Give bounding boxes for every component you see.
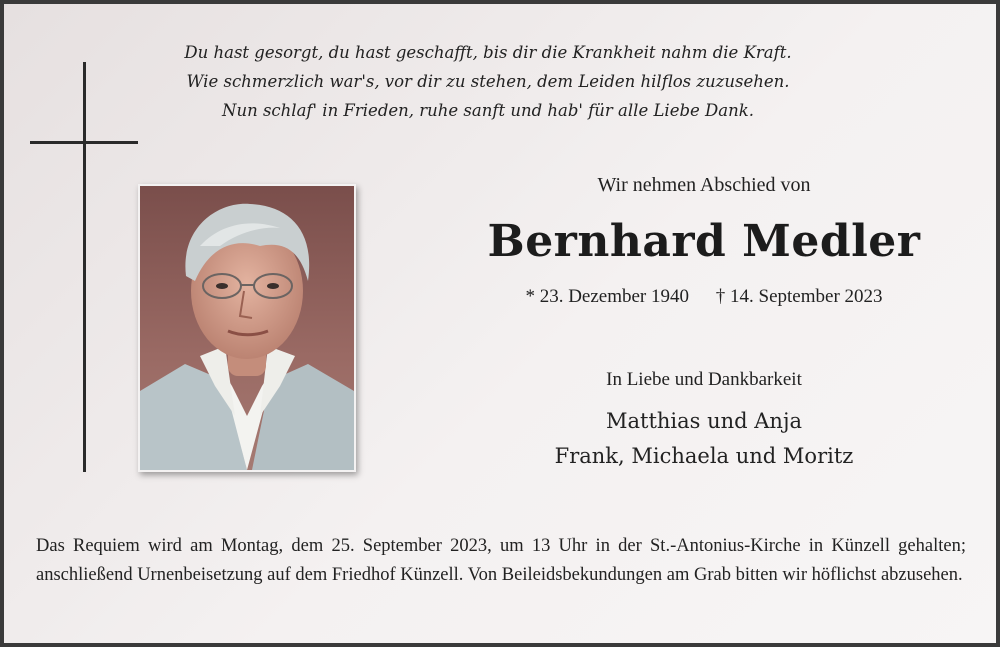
death-date: † 14. September 2023	[715, 286, 883, 307]
deceased-name: Bernhard Medler	[487, 216, 921, 267]
family-line-1: Matthias und Anja	[605, 409, 802, 433]
poem-line-2: Wie schmerzlich war's, vor dir zu stehen, dem Leiden hilflos zuzusehen.	[186, 72, 790, 91]
poem-line-1: Du hast gesorgt, du hast geschafft, bis dir die Krankheit nahm die Kraft.	[184, 43, 792, 62]
family-line-2: Frank, Michaela und Moritz	[554, 444, 854, 468]
service-notice: Das Requiem wird am Montag, dem 25. September 2023, um 13 Uhr in der St.-Antonius-Kirche in Künzell gehalten; anschließend Urnenbeisetzung auf dem Friedhof Künzell. Von Beileidsbekundungen am Grab bitten wir höflichst abzusehen.	[36, 536, 966, 585]
cross-vertical-bar	[83, 62, 86, 472]
portrait-photo	[138, 184, 356, 472]
obituary-card	[4, 4, 996, 643]
dedication: In Liebe und Dankbarkeit	[606, 369, 802, 390]
farewell-intro: Wir nehmen Abschied von	[597, 174, 811, 196]
cross-horizontal-bar	[30, 141, 138, 144]
poem	[4, 38, 972, 125]
life-dates	[444, 286, 964, 308]
portrait-image	[140, 186, 354, 470]
birth-date: * 23. Dezember 1940	[525, 286, 690, 307]
poem-line-3: Nun schlaf' in Frieden, ruhe sanft und hab' für alle Liebe Dank.	[222, 101, 754, 120]
